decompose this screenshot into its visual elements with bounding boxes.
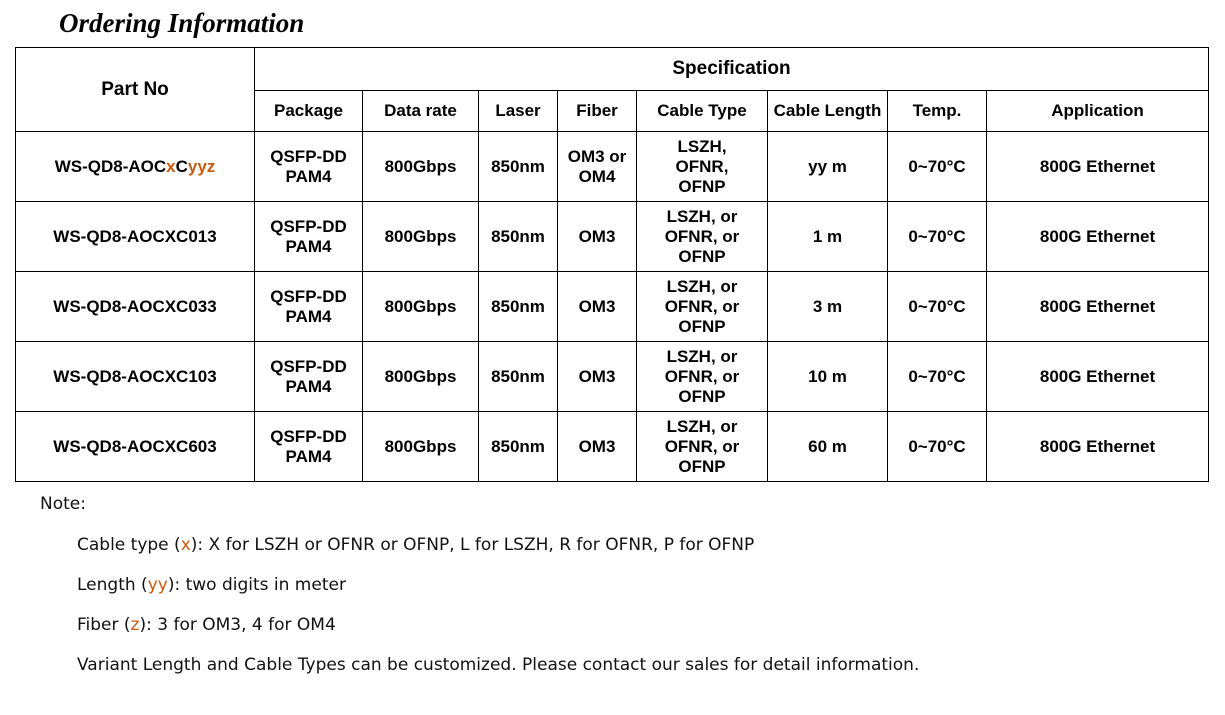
data-rate-cell: 800Gbps (363, 272, 479, 342)
part-prefix: WS-QD8-AOC (54, 156, 167, 176)
table-row (16, 342, 1209, 412)
note-label: Note: (40, 494, 86, 514)
application-cell: 800G Ethernet (987, 272, 1209, 342)
cable-type-line: LSZH, (677, 136, 727, 156)
laser-cell: 850nm (479, 272, 558, 342)
application-cell: 800G Ethernet (987, 132, 1209, 202)
table-row (16, 202, 1209, 272)
package-cell (255, 342, 363, 412)
cable_type-line: LSZH, or (666, 346, 738, 366)
data-rate-cell: 800Gbps (363, 342, 479, 412)
cable-length-cell: 1 m (768, 202, 888, 272)
temp-cell: 0~70°C (888, 202, 987, 272)
cable-length-cell: 10 m (768, 342, 888, 412)
header-row-top (16, 48, 1209, 91)
column-header-fiber: Fiber (558, 91, 637, 132)
table-row (16, 272, 1209, 342)
cable_type-line: OFNP (678, 316, 726, 336)
cable-type-cell (637, 412, 768, 482)
package-line: PAM4 (285, 446, 332, 466)
package-line: QSFP-DD (270, 216, 347, 236)
cable_type-line: OFNR, or (664, 366, 740, 386)
note-variable: yy (147, 575, 168, 595)
application-cell: 800G Ethernet (987, 412, 1209, 482)
note-text: ): 3 for OM3, 4 for OM4 (139, 615, 336, 635)
cable_type-line: LSZH, or (666, 276, 738, 296)
cable-type-cell (637, 342, 768, 412)
package-cell (255, 412, 363, 482)
package-line: QSFP-DD (270, 286, 347, 306)
cable-length-cell: 60 m (768, 412, 888, 482)
part-no-header: Part No (16, 48, 255, 132)
fiber-cell: OM3 (558, 412, 637, 482)
temp-cell: 0~70°C (888, 342, 987, 412)
cable_type-line: OFNP (678, 456, 726, 476)
note-variable: z (130, 615, 140, 635)
package-line: QSFP-DD (270, 146, 347, 166)
package-cell (255, 272, 363, 342)
part-no-cell: WS-QD8-AOCXC013 (16, 202, 255, 272)
note-variable: x (180, 535, 191, 555)
fiber-cell: OM3 (558, 272, 637, 342)
package-line: PAM4 (285, 166, 332, 186)
fiber-line: OM3 or (567, 146, 627, 166)
page-title: Ordering Information (59, 8, 305, 38)
application-cell: 800G Ethernet (987, 342, 1209, 412)
part-no-cell: WS-QD8-AOCXC033 (16, 272, 255, 342)
data-rate-cell: 800Gbps (363, 202, 479, 272)
note-text: Fiber ( (77, 615, 131, 635)
package-line: PAM4 (285, 376, 332, 396)
cable_type-line: OFNP (678, 246, 726, 266)
fiber-cell: OM3 (558, 342, 637, 412)
temp-cell: 0~70°C (888, 272, 987, 342)
column-header-data-rate: Data rate (363, 91, 479, 132)
cable_type-line: OFNR, or (664, 436, 740, 456)
column-header-application: Application (987, 91, 1209, 132)
part-variable-x: x (166, 156, 176, 176)
column-header-cable-length: Cable Length (768, 91, 888, 132)
part-no-cell: WS-QD8-AOCXC603 (16, 412, 255, 482)
fiber-cell: OM3 (558, 202, 637, 272)
part-c: C (175, 156, 188, 176)
cable-type-cell (637, 132, 768, 202)
part-no-cell (16, 132, 255, 202)
data-rate-cell: 800Gbps (363, 132, 479, 202)
cable-length-cell: yy m (768, 132, 888, 202)
note-line (77, 615, 919, 635)
cable_type-line: OFNR, or (664, 226, 740, 246)
part-no-cell: WS-QD8-AOCXC103 (16, 342, 255, 412)
data-rate-cell: 800Gbps (363, 412, 479, 482)
cable_type-line: OFNP (678, 386, 726, 406)
note-text: Variant Length and Cable Types can be customized. Please contact our sales for detail information. (77, 655, 920, 675)
note-text: ): two digits in meter (167, 575, 346, 595)
table-row-template (16, 132, 1209, 202)
note-text: ): X for LSZH or OFNR or OFNP, L for LSZH, R for OFNR, P for OFNP (190, 535, 755, 555)
part-variable-yyz: yyz (187, 156, 216, 176)
fiber-line: OM4 (578, 166, 616, 186)
note-line (77, 535, 919, 555)
laser-cell: 850nm (479, 132, 558, 202)
package-line: QSFP-DD (270, 426, 347, 446)
laser-cell: 850nm (479, 342, 558, 412)
temp-cell: 0~70°C (888, 132, 987, 202)
note-line (77, 575, 919, 595)
cable-type-line: OFNP (678, 176, 726, 196)
column-header-cable-type: Cable Type (637, 91, 768, 132)
application-cell: 800G Ethernet (987, 202, 1209, 272)
temp-cell: 0~70°C (888, 412, 987, 482)
column-header-laser: Laser (479, 91, 558, 132)
laser-cell: 850nm (479, 412, 558, 482)
ordering-table (15, 47, 1209, 482)
cable-type-cell (637, 272, 768, 342)
column-header-temp: Temp. (888, 91, 987, 132)
cable_type-line: OFNR, or (664, 296, 740, 316)
note-text: Cable type ( (77, 535, 181, 555)
cable-length-cell: 3 m (768, 272, 888, 342)
table-row (16, 412, 1209, 482)
cable_type-line: LSZH, or (666, 416, 738, 436)
column-header-package: Package (255, 91, 363, 132)
package-cell (255, 132, 363, 202)
cable-type-line: OFNR, (675, 156, 729, 176)
notes-section (40, 494, 919, 675)
note-text: Length ( (77, 575, 148, 595)
package-cell (255, 202, 363, 272)
laser-cell: 850nm (479, 202, 558, 272)
fiber-cell (558, 132, 637, 202)
note-line (77, 655, 919, 675)
specification-header: Specification (255, 48, 1209, 91)
package-line: PAM4 (285, 236, 332, 256)
package-line: QSFP-DD (270, 356, 347, 376)
cable-type-cell (637, 202, 768, 272)
cable_type-line: LSZH, or (666, 206, 738, 226)
package-line: PAM4 (285, 306, 332, 326)
